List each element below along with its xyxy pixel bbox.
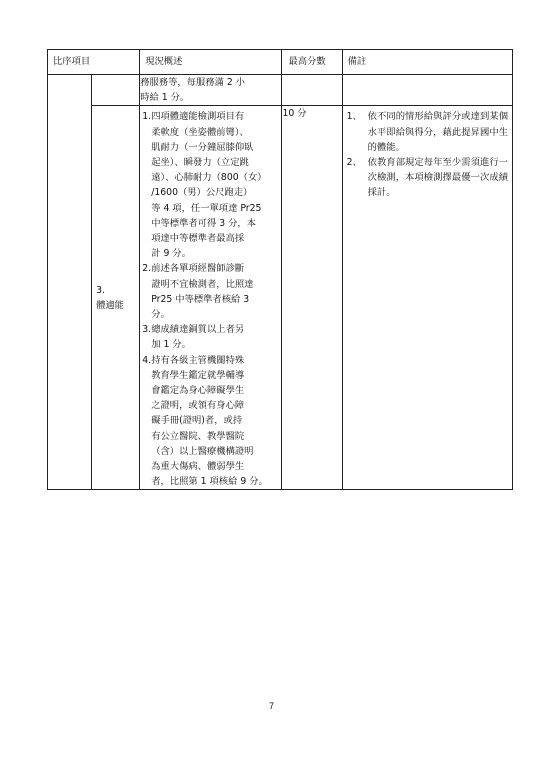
criteria-number: 1. [142,111,152,123]
blank-notes-cell [342,75,512,106]
criteria-line: 前述各單項經醫師診斷 [151,263,245,275]
criteria-line: 計 9 分。 [151,248,191,260]
criteria-line: 遠）、心肺耐力（800（女） [151,172,267,184]
criteria-line: 教育學生鑑定就學輔導 [151,369,245,381]
item-name: 體適能 [96,299,124,311]
blank-subitem-cell [92,75,140,106]
criteria-line: 柔軟度（坐姿體前彎）、 [151,126,249,138]
continuation-line: 務服務等，每服務滿 2 小 [140,77,245,88]
note-text: 依不同的情形給與評分或達到某個水平即給與得分，藉此提昇國中生的體能。 [367,111,508,153]
criteria-line: 會鑑定為身心障礙學生 [151,385,245,397]
page-number: 7 [268,701,274,711]
criteria-line: 有公立醫院、教學醫院 [151,430,245,442]
criteria-item [142,353,277,490]
criteria-line: 之證明，或領有身心障 [151,400,245,412]
criteria-cell [140,106,282,490]
criteria-text [151,353,277,490]
header-description: 現況概述 [140,50,282,75]
table-row-fitness [48,106,513,490]
criteria-number: 2. [142,263,152,275]
notes-list [343,106,512,200]
blank-score-cell [282,75,342,106]
criteria-line: 加 1 分。 [151,339,191,351]
note-item [347,109,508,155]
criteria-line: 礙手冊(證明)者，或持 [151,415,243,427]
criteria-line: 持有各級主管機關特殊 [151,354,245,366]
header-notes: 備註 [342,50,512,75]
table-row-continuation [48,75,513,106]
ranking-criteria-table [47,49,513,490]
header-item: 比序項目 [48,50,140,75]
criteria-line: 等 4 項，任一單項達 Pr25 [151,202,262,214]
criteria-item [142,109,277,261]
criteria-list [140,106,281,489]
criteria-text [151,322,277,352]
criteria-line: 項達中等標準者最高採 [151,233,245,245]
notes-cell [342,106,512,490]
max-score-value: 10 分 [282,106,342,490]
criteria-item [142,322,277,352]
criteria-line: 為重大傷病、體弱學生 [151,461,245,473]
criteria-line: （含）以上醫療機構證明 [151,445,254,457]
criteria-line: 起坐）、瞬發力（立定跳 [151,157,249,169]
criteria-line: 證明不宜檢測者，比照達 [151,278,254,290]
criteria-line: 者，比照第 1 項核給 9 分。 [151,476,268,488]
blank-item-column [48,75,92,490]
continuation-text [140,75,282,106]
table-header-row [48,50,513,75]
criteria-line: 四項體適能檢測項目有 [151,111,245,123]
continuation-line: 時給 1 分。 [140,92,190,104]
criteria-line: 分。 [151,309,170,321]
criteria-item [142,261,277,322]
note-number: 1、 [346,111,362,123]
note-number: 2、 [346,157,362,169]
criteria-line: 肌耐力（一分鐘屈膝仰臥 [151,141,254,153]
note-item [347,155,508,201]
criteria-line: 中等標準者可得 3 分，本 [151,217,256,229]
criteria-line: 總成績達銅質以上者另 [151,324,245,336]
criteria-line: /1600（男）公尺跑走） [151,187,253,199]
criteria-number: 4. [142,354,152,366]
note-text: 依教育部規定每年至少需須進行一次檢測，本項檢測擇最優一次成績採計。 [367,157,508,199]
criteria-text [151,109,277,261]
criteria-line: Pr25 中等標準者核給 3 [151,293,250,305]
item-number: 3. [96,284,105,296]
item-fitness [92,106,140,490]
criteria-number: 3. [142,324,152,336]
criteria-text [151,261,277,322]
header-max-score: 最高分數 [282,50,342,75]
